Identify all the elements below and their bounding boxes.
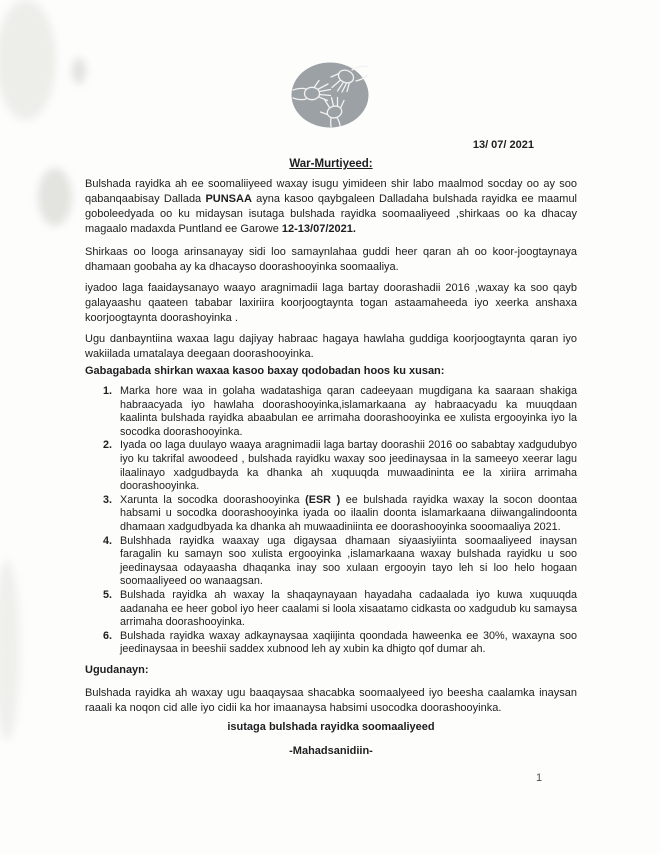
closing-heading: Ugudanayn: (85, 663, 149, 676)
scan-smudge (72, 58, 86, 84)
list-item-text (120, 439, 577, 493)
thanks-line: -Mahadsanidiin- (289, 744, 373, 757)
signature-line: isutaga bulshada rayidka soomaaliyeed (227, 720, 435, 733)
list-item-number: 2. (103, 439, 113, 452)
text-segment: Iyada oo laga duulayo waaya aragnimadii laga bartay doorashii 2016 oo sababtay xadgudubyo iyo ku takrifal awoodeed , bulshada rayidku waxay soo jeedinaysaa in la sameeyo xeerar lagu ilaalinayo xadgudbayda ka dhanka ah xuquuqda muwaadininta ee la xiriira arrimaha doorashooyinka. (120, 439, 577, 493)
list-item (103, 439, 577, 493)
page-number: 1 (536, 772, 543, 784)
list-item-number: 4. (103, 534, 113, 547)
list-item (103, 630, 577, 657)
text-segment: PUNSAA (205, 193, 252, 205)
scan-smudge (0, 560, 20, 740)
text-segment: Bulshada rayidka waxay adkaynaysaa xaqiijinta qoondada haweenka ee 30%, waxayna soo jeedinaysaa in beeshii saddex xubnood leh ay xubin ka dhigto qof dumar ah. (120, 629, 577, 656)
text-segment: Bulshhada rayidka waaxay uga digaysaa dhamaan siyaasiyiinta soomaaliyeed inaysan faragalin ku samayn soo xulista ergooyinka ,islamarkaana waxay bulshada rayidku u soo jeedinaysaa odayaasha dhaqanka inay soo xulaan ergooyin tayo leh si loo helo hogaan soomaaliyeed oo wanaagsan. (120, 534, 577, 588)
paragraph (85, 332, 577, 362)
list-item (103, 494, 577, 535)
list-item-number: 3. (103, 493, 113, 506)
list-item (103, 535, 577, 589)
text-segment: (ESR ) (305, 493, 341, 506)
document-title-text: War-Murtiyeed: (289, 158, 373, 170)
list-heading: Gabagabada shirkan waxaa kasoo baxay qodobadan hoos ku xusan: (85, 365, 445, 377)
list-item (103, 385, 577, 439)
list-item-number: 1. (103, 385, 113, 397)
text-segment: Xarunta la socodka doorashooyinka (120, 493, 306, 506)
list-item-text (120, 385, 577, 439)
list-item-number: 5. (103, 588, 113, 601)
list-item-number: 6. (103, 629, 113, 642)
list-item-text (120, 589, 577, 630)
list-item-text (120, 535, 577, 589)
text-segment: Shirkaas oo looga arinsanayay sidi loo samaynlahaa guddi heer qaran ah oo koor-joogtaynaya dhamaan goobaha ay ka dhacayso doorashooyinka soomaaliya. (85, 246, 577, 273)
text-segment: 12-13/07/2021. (281, 223, 356, 235)
text-segment: ee bulshada rayidka waxay la socon doontaa habsami u socodka doorashooyinka iyada oo ilaalin doonta islamarkaana diiwangalindoonta dhamaan xadgudbyada ka dhanka ah muwaadiniinta ee doorashooyinka sooomaaliya 2021. (120, 493, 577, 533)
list-item (103, 589, 577, 630)
list-item-text (120, 494, 577, 535)
scan-smudge (38, 168, 72, 226)
text-segment: Bulshada rayidka ah ee soomaliiyeed waxay isugu yimideen shir labo maalmod socday oo ay soo qabanqaabisay Dallada (85, 178, 577, 205)
text-segment: Marka hore waa in golaha wadatashiga qaran cadeeyaan mugdigana ka saaraan shakiga habraacyada iyo hawlaha doorashooyinka,islamarkaana ay habraacyadu ka muuqdaan kaalinta bulshada rayidka abaabulan ee arrimaha doorashooyinka ee xulista ergooyinka iyo la socodka doorashooyinka. (120, 385, 577, 438)
text-segment: iyadoo laga faaidaysanayo waayo aragnimadii laga bartay doorashadii 2016 ,waxay ka soo qayb galayaashu qaateen tababar laxiriira koorjoogtaynta togan astaamaheeda iyo xeerka anshaxa koorjoogtaynta doorashoyinka . (85, 282, 577, 324)
list-item-text (120, 630, 577, 657)
document-body (85, 138, 577, 759)
three-hands-icon (291, 62, 369, 128)
text-segment: Bulshada rayidka ah waxay la shaqaynayaan hayadaha cadaalada iyo kuwa xuquuqda aadanaha ee heer gobol iyo heer caalami si loola xisaatamo cidkasta oo xadgudub ku samaysa arrimaha doorashooyinka. (120, 588, 577, 629)
text-segment: ayna kasoo qaybgaleen Dalladaha bulshada rayidka ee maamul goboleedyada oo ku midaysan isutaga bulshada rayidka soomaaliyeed ,shirkaas oo ka dhacay magaalo madaxda Puntland ee Garowe (85, 193, 577, 235)
document-date: 13/ 07/ 2021 (472, 139, 534, 151)
text-segment: Bulshada rayidka ah waxay ugu baaqaysaa shacabka soomaalyeed iyo beesha caalamka inaysan raaali ka noqon cid alle iyo cidii ka hor imaanaysa habsimi usocodka doorashooyinka. (85, 686, 577, 714)
paragraph (85, 245, 577, 275)
document-title (85, 157, 577, 172)
scan-smudge (0, 0, 56, 120)
paragraph (85, 177, 577, 237)
text-segment: Ugu danbayntiina waxaa lagu dajiyay habraac hagaya hawlaha guddiga koorjoogtaynta qaran iyo wakiilada umatalaya deegaan doorashooyinka. (85, 333, 577, 360)
closing-paragraph (85, 686, 577, 716)
org-logo (291, 62, 369, 128)
numbered-list (85, 385, 577, 657)
paragraph (85, 281, 577, 326)
